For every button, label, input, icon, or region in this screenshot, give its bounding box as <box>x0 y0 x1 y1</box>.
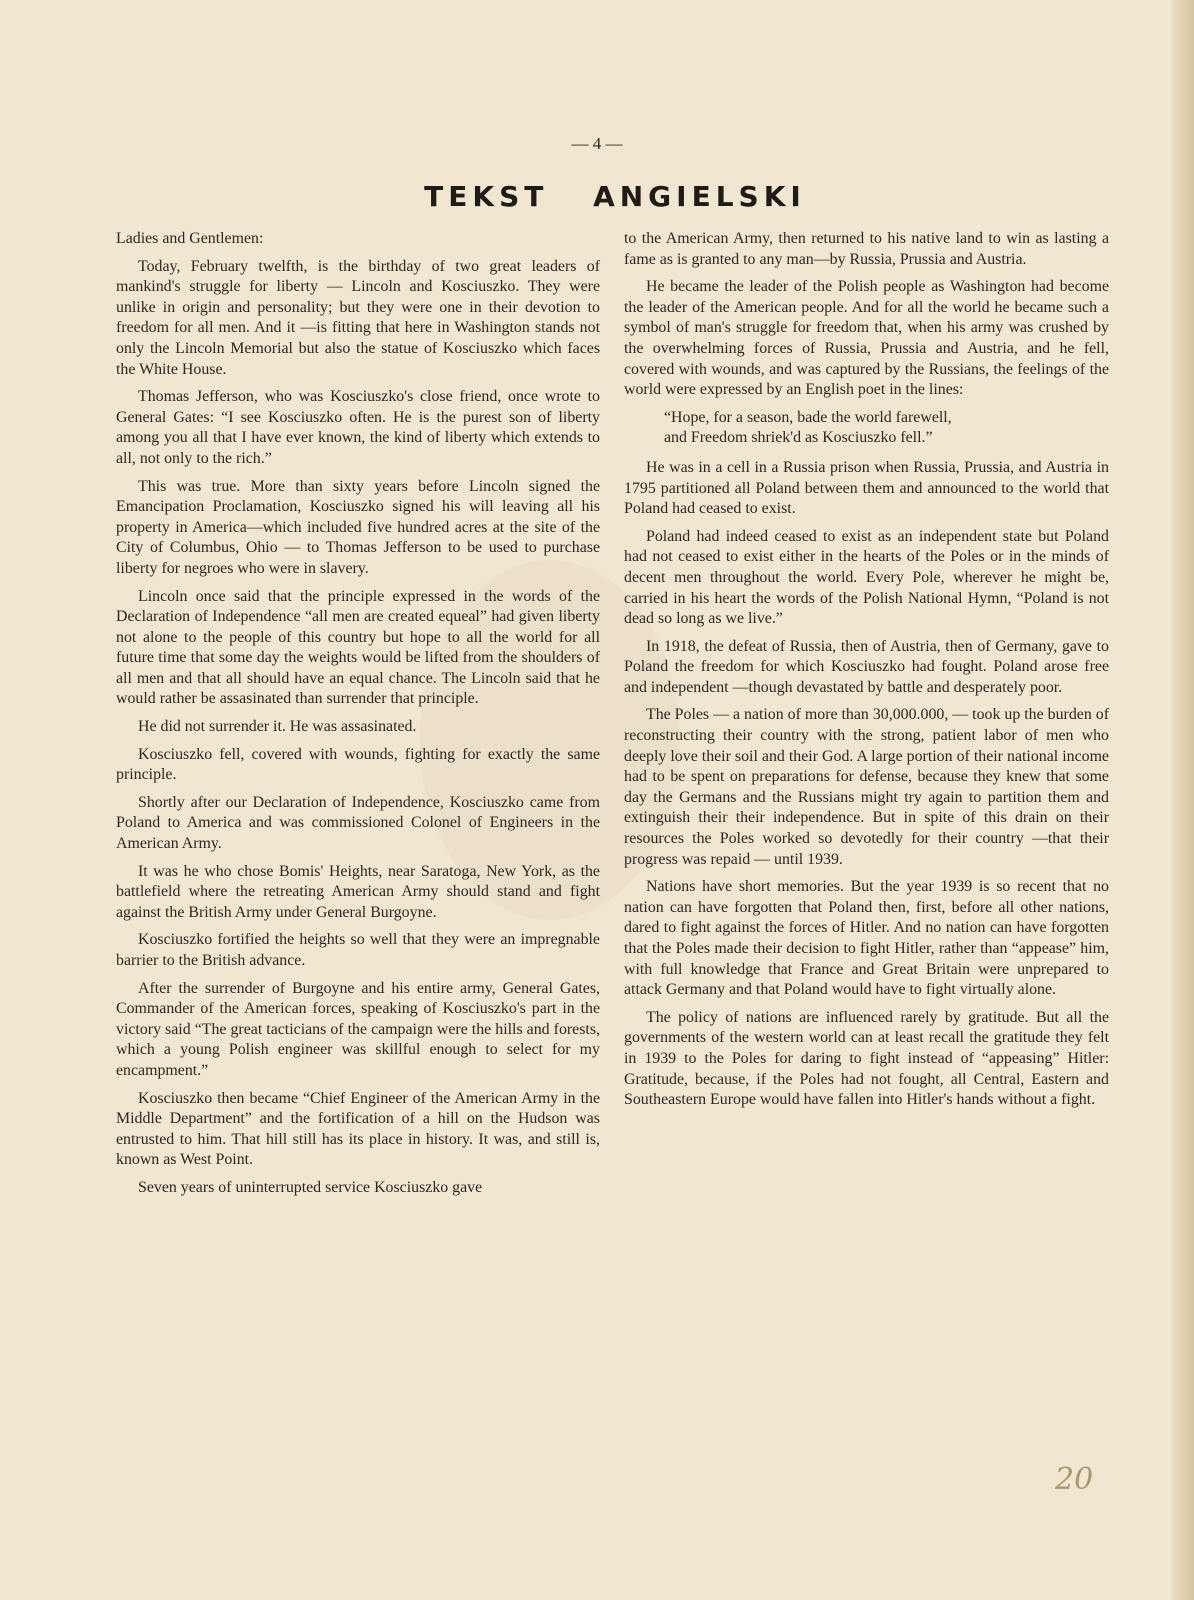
paragraph: The Poles — a nation of more than 30,000.000, — took up the burden of reconstructing their country with the strong, patient labor of men who deeply love their soil and their God. A large portion of their national income had to be spent on preparations for defense, because they knew that some day the Germans and the Russians might try again to partition them and extinguish their their independence. But in spite of this drain on their resources the Poles worked so devotedly for their country —that their progress was repaid — until 1939. <box>624 706 1109 868</box>
paragraph: Kosciuszko then became “Chief Engineer of the American Army in the Middle Department” and the fortification of a hill on the Hudson was entrusted to him. That hill still has its place in history. It was, and still is, known as West Point. <box>116 1089 600 1169</box>
paragraph: After the surrender of Burgoyne and his entire army, General Gates, Commander of the American forces, speaking of Kosciuszko's part in the victory said “The great tacticians of the campaign were the hills and forests, which a young Polish engineer was skillful enough to select for my encampment.” <box>116 979 600 1079</box>
poem-line: and Freedom shriek'd as Kosciuszko fell.” <box>664 429 933 447</box>
paragraph: He was in a cell in a Russia prison when Russia, Prussia, and Austria in 1795 partitioned all Poland between them and announced to the world that Poland had ceased to exist. <box>624 458 1109 518</box>
paragraph: He did not surrender it. He was assasinated. <box>138 718 417 736</box>
paragraph: This was true. More than sixty years before Lincoln signed the Emancipation Proclamation, Kosciuszko signed his will leaving all his property in America—which included five hundred acres at the site of the City of Columbus, Ohio — to Thomas Jefferson to be used to purchase liberty for negroes who were in slavery. <box>116 477 600 577</box>
paragraph: Shortly after our Declaration of Independence, Kosciuszko came from Poland to America and was commissioned Colonel of Engineers in the American Army. <box>116 793 600 853</box>
page-edge <box>1172 0 1194 1600</box>
paragraph: Seven years of uninterrupted service Kosciuszko gave <box>138 1178 483 1196</box>
paragraph: Kosciuszko fortified the heights so well that they were an impregnable barrier to the British advance. <box>116 931 600 969</box>
paragraph: The policy of nations are influenced rarely by gratitude. But all the governments of the western world can at least recall the gratitude they felt in 1939 to the Poles for daring to fight instead of “appeasing” Hitler: Gratitude, because, if the Poles had not fought, all Central, Eastern and Southeastern Europe would have fallen into Hitler's hands without a fight. <box>624 1008 1109 1109</box>
paragraph: Poland had indeed ceased to exist as an independent state but Poland had not ceased to exist either in the hearts of the Poles or in the minds of decent men throughout the world. Every Pole, wherever he might be, carried in his heart the words of the Polish National Hymn, “Poland is not dead so long as we live.” <box>624 527 1109 628</box>
poem-quote <box>664 408 1109 449</box>
right-column <box>624 229 1109 1118</box>
handwritten-page-number: 20 <box>1055 1462 1094 1497</box>
page-number: — 4 — <box>571 134 623 153</box>
paragraph: It was he who chose Bomis' Heights, near Saratoga, New York, as the battlefield where the retreating American Army should stand and fight against the British Army under General Burgoyne. <box>116 862 600 921</box>
page-title: TEKST ANGIELSKI <box>424 180 806 213</box>
poem-line: “Hope, for a season, bade the world farewell, <box>664 408 952 426</box>
paragraph: Lincoln once said that the principle expressed in the words of the Declaration of Independence “all men are created equeal” had given liberty not alone to the people of this country but hope to all the world for all future time that some day the weights would be lifted from the shoulders of all men and that all should have an equal chance. The Lincoln said that he would rather be assasinated than surrender that principle. <box>116 587 600 708</box>
paragraph: Kosciuszko fell, covered with wounds, fighting for exactly the same principle. <box>116 745 600 784</box>
left-column <box>116 229 600 1206</box>
paragraph: He became the leader of the Polish people as Washington had become the leader of the American people. And for all the world he became such a symbol of man's struggle for freedom that, when his army was crushed by the overwhelming forces of Russia, Prussia and Austria, and he fell, covered with wounds, and was captured by the Russians, the feelings of the world were expressed by an English poet in the lines: <box>624 278 1109 399</box>
paragraph-continuation: to the American Army, then returned to his native land to win as lasting a fame as is granted to any man—by Russia, Prussia and Austria. <box>624 230 1109 268</box>
paragraph: In 1918, the defeat of Russia, then of Austria, then of Germany, gave to Poland the freedom for which Kosciuszko had fought. Poland arose free and independent —though devastated by battle and desperately poor. <box>624 637 1109 696</box>
salutation: Ladies and Gentlemen: <box>116 230 264 247</box>
paragraph: Nations have short memories. But the year 1939 is so recent that no nation can have forgotten that Poland then, first, before all other nations, dared to fight against the forces of Hitler. And no nation can have forgotten that the Poles made their decision to fight Hitler, rather than “appease” him, with full knowledge that France and Great Britain were unprepared to attack Germany and that Poland would have to fight virtually alone. <box>624 878 1109 999</box>
paragraph: Today, February twelfth, is the birthday of two great leaders of mankind's struggle for liberty — Lincoln and Kosciuszko. They were unlike in origin and personality; but they were one in their devotion to freedom for all men. And it —is fitting that here in Washington stands not only the Lincoln Memorial but also the statue of Kosciuszko which faces the White House. <box>116 257 600 378</box>
paragraph: Thomas Jefferson, who was Kosciuszko's close friend, once wrote to General Gates: “I see Kosciuszko often. He is the purest son of liberty among you all that I have ever known, the kind of liberty which extends to all, not only to the rich.” <box>116 388 600 467</box>
